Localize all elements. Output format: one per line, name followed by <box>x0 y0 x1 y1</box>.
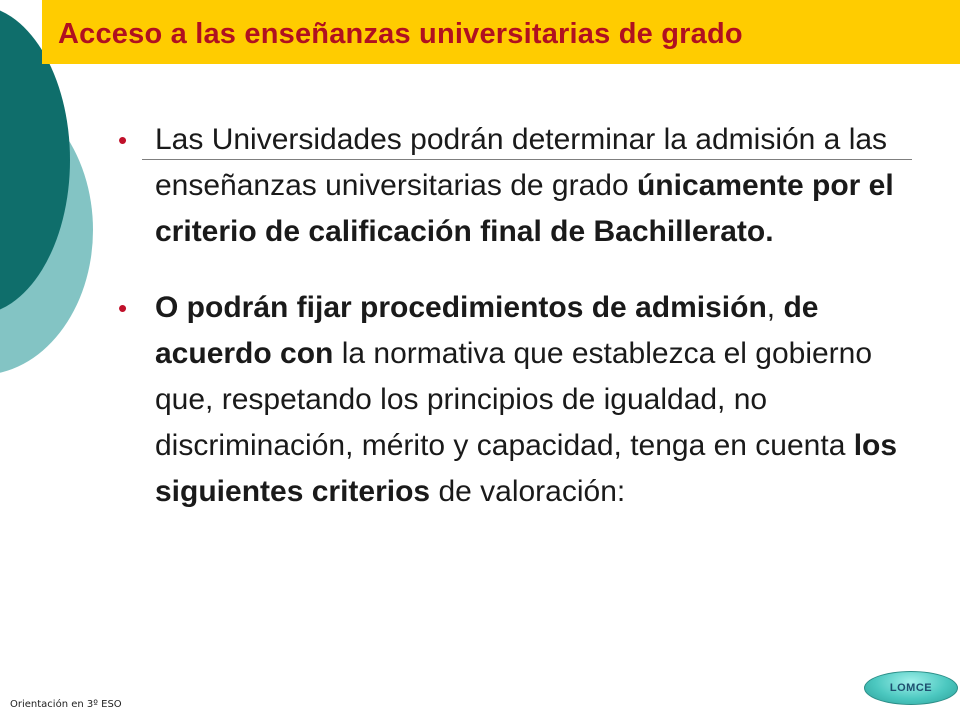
bullet-icon: • <box>118 125 128 155</box>
bullet-segment-bold: únicamente por el criterio de calificación final de Bachillerato. <box>155 169 894 248</box>
slide-title: Acceso a las enseñanzas universitarias de grado <box>58 18 743 50</box>
bullet-text <box>155 291 897 508</box>
bullet-text <box>155 123 894 248</box>
bullet-icon: • <box>118 293 128 323</box>
bullet-segment: de valoración: <box>430 475 626 508</box>
title-bar <box>42 0 960 64</box>
bullet-item <box>118 285 908 515</box>
bullet-segment: Las Universidades podrán determinar la admisión a las enseñanzas universitarias de grado <box>155 123 888 202</box>
footer-caption: Orientación en 3º ESO <box>10 699 122 710</box>
bullet-segment-bold: los siguientes criterios <box>155 429 898 508</box>
bullet-item <box>118 117 908 255</box>
bullet-segment: la normativa que establezca el gobierno que, respetando los principios de igualdad, no discriminación, mérito y capacidad, tenga en cuenta <box>155 337 873 462</box>
lomce-button[interactable] <box>864 671 958 705</box>
bullet-segment: , <box>766 291 784 324</box>
bullet-segment-bold: O podrán fijar procedimientos de admisión <box>155 291 767 324</box>
bullet-list <box>118 117 908 515</box>
lomce-button-label: LOMCE <box>889 682 933 694</box>
bullet-segment-bold: de acuerdo con <box>155 291 819 370</box>
